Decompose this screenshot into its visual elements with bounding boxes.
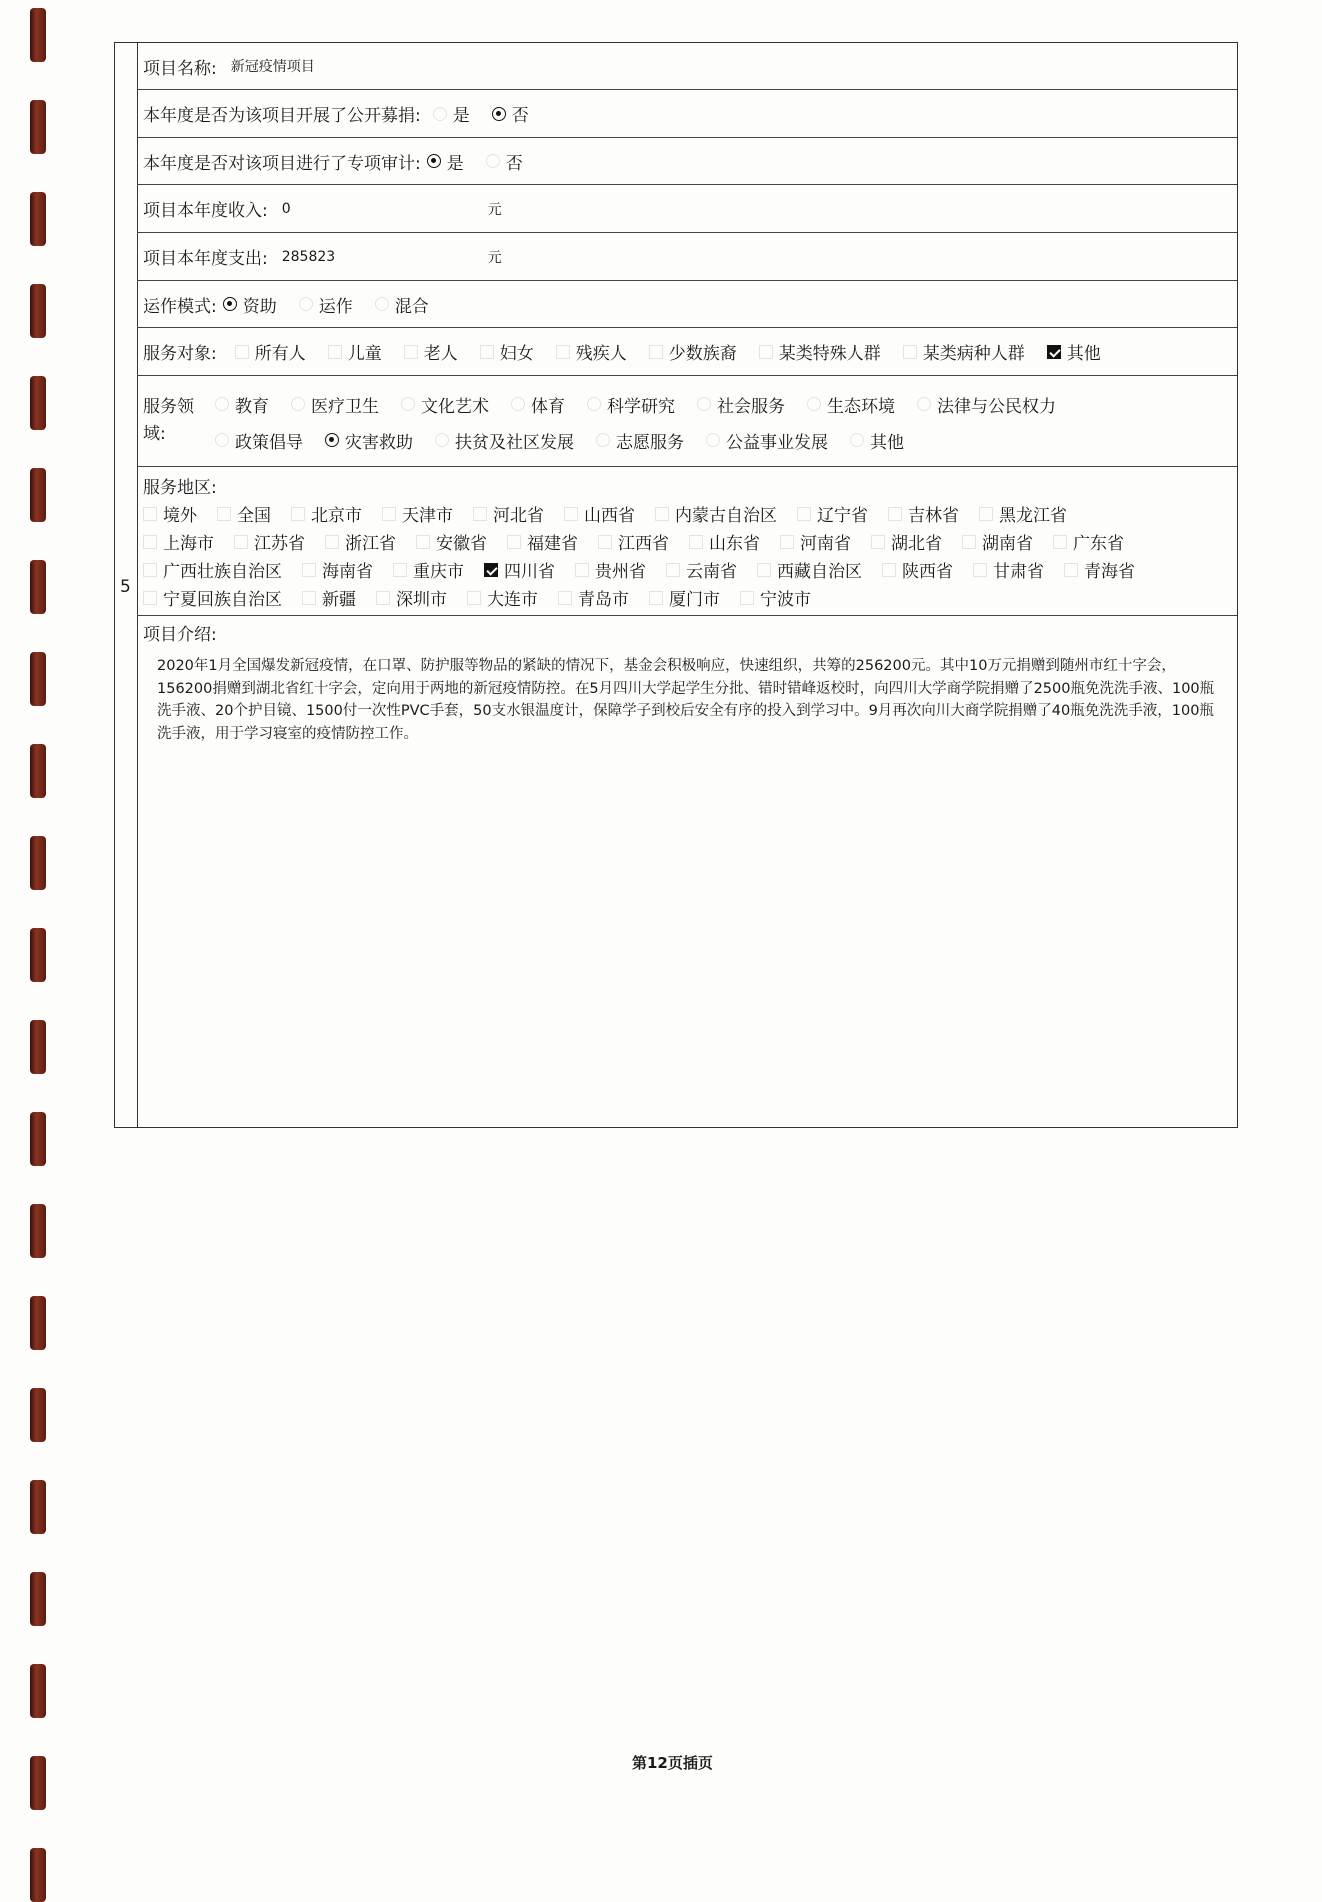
binding-hole bbox=[30, 1848, 46, 1902]
option-label: 江西省 bbox=[618, 534, 669, 554]
option-label: 云南省 bbox=[686, 562, 737, 582]
service-fields-label-line2: 域: bbox=[143, 424, 166, 444]
radio-empty-icon[interactable] bbox=[596, 433, 610, 447]
option-label: 安徽省 bbox=[436, 534, 487, 554]
checkbox-option[interactable] bbox=[393, 557, 464, 582]
binding-hole bbox=[30, 1388, 46, 1442]
checkbox-empty-icon[interactable] bbox=[473, 507, 487, 521]
radio-option[interactable] bbox=[215, 392, 269, 417]
radio-option[interactable] bbox=[401, 392, 489, 417]
checkbox-option[interactable] bbox=[376, 585, 447, 610]
income-value: 0 bbox=[281, 200, 291, 217]
service-fields-options-row1 bbox=[215, 386, 1078, 422]
option-label: 福建省 bbox=[527, 534, 578, 554]
checkbox-option[interactable] bbox=[1047, 339, 1101, 364]
option-label: 河北省 bbox=[493, 506, 544, 526]
checkbox-empty-icon[interactable] bbox=[467, 591, 481, 605]
radio-selected-icon[interactable] bbox=[223, 297, 237, 311]
binding-hole bbox=[30, 1020, 46, 1074]
checkbox-option[interactable] bbox=[757, 557, 862, 582]
binding-hole bbox=[30, 468, 46, 522]
checkbox-empty-icon[interactable] bbox=[376, 591, 390, 605]
project-name-label: 项目名称: bbox=[143, 58, 217, 79]
checkbox-option[interactable] bbox=[759, 339, 881, 364]
radio-option[interactable] bbox=[427, 149, 464, 174]
checkbox-empty-icon[interactable] bbox=[973, 563, 987, 577]
option-label: 残疾人 bbox=[575, 344, 627, 364]
checkbox-empty-icon[interactable] bbox=[325, 535, 339, 549]
checkbox-empty-icon[interactable] bbox=[689, 535, 703, 549]
checkbox-empty-icon[interactable] bbox=[757, 563, 771, 577]
option-label: 境外 bbox=[163, 506, 197, 526]
option-label: 黑龙江省 bbox=[999, 506, 1067, 526]
option-label: 所有人 bbox=[254, 344, 306, 364]
checkbox-option[interactable] bbox=[473, 501, 544, 526]
checkbox-option[interactable] bbox=[888, 501, 959, 526]
option-label: 法律与公民权力 bbox=[937, 396, 1056, 417]
introduction-text: 2020年1月全国爆发新冠疫情，在口罩、防护服等物品的紧缺的情况下，基金会积极响应，快速组织，共筹的256200元。其中10万元捐赠到随州市红十字会，156200捐赠到湖北省红十字会，定向用于两地的新冠疫情防控。在5月四川大学起学生分批、错时错峰返校时，向四川大学商学院捐赠了2500瓶免洗洗手液、100瓶洗手液、20个护目镜、1500付一次性PVC手套，50支水银温度计，保障学子到校后安全有序的投入到学习中。9月再次向川大商学院捐赠了40瓶免洗洗手液，100瓶洗手液，用于学习寝室的疫情防控工作。 bbox=[157, 658, 1215, 742]
service-regions-label: 服务地区: bbox=[143, 478, 217, 498]
checkbox-empty-icon[interactable] bbox=[558, 591, 572, 605]
option-label: 否 bbox=[511, 106, 529, 126]
option-label: 贵州省 bbox=[595, 562, 646, 582]
radio-option[interactable] bbox=[299, 292, 353, 317]
option-label: 扶贫及社区发展 bbox=[455, 432, 574, 453]
radio-empty-icon[interactable] bbox=[486, 154, 500, 168]
checkbox-empty-icon[interactable] bbox=[871, 535, 885, 549]
checkbox-option[interactable] bbox=[302, 585, 356, 610]
checkbox-option[interactable] bbox=[143, 501, 197, 526]
checkbox-option[interactable] bbox=[689, 529, 760, 554]
radio-empty-icon[interactable] bbox=[215, 433, 229, 447]
option-label: 少数族裔 bbox=[668, 344, 737, 364]
checkbox-option[interactable] bbox=[797, 501, 868, 526]
binding-hole bbox=[30, 192, 46, 246]
option-label: 吉林省 bbox=[908, 506, 959, 526]
option-label: 海南省 bbox=[322, 562, 373, 582]
option-label: 江苏省 bbox=[254, 534, 305, 554]
option-label: 青海省 bbox=[1084, 562, 1135, 582]
service-regions-row4 bbox=[143, 585, 1237, 610]
radio-empty-icon[interactable] bbox=[706, 433, 720, 447]
option-label: 青岛市 bbox=[578, 590, 629, 610]
checkbox-empty-icon[interactable] bbox=[649, 345, 663, 359]
radio-option[interactable] bbox=[375, 292, 429, 317]
checkbox-option[interactable] bbox=[143, 529, 214, 554]
option-label: 宁夏回族自治区 bbox=[163, 590, 282, 610]
checkbox-empty-icon[interactable] bbox=[302, 563, 316, 577]
radio-empty-icon[interactable] bbox=[401, 397, 415, 411]
checkbox-option[interactable] bbox=[556, 339, 627, 364]
checkbox-empty-icon[interactable] bbox=[666, 563, 680, 577]
option-label: 资助 bbox=[242, 296, 277, 317]
radio-option[interactable] bbox=[291, 392, 379, 417]
checkbox-empty-icon[interactable] bbox=[143, 591, 157, 605]
service-targets-label: 服务对象: bbox=[143, 344, 217, 364]
checkbox-empty-icon[interactable] bbox=[649, 591, 663, 605]
option-label: 运作 bbox=[318, 296, 353, 317]
operation-mode-row bbox=[137, 281, 1237, 328]
checkbox-option[interactable] bbox=[1053, 529, 1124, 554]
radio-selected-icon[interactable] bbox=[325, 433, 339, 447]
service-regions-row1 bbox=[143, 501, 1237, 526]
radio-option[interactable] bbox=[433, 101, 470, 126]
option-label: 大连市 bbox=[487, 590, 538, 610]
option-label: 否 bbox=[505, 153, 523, 174]
checkbox-option[interactable] bbox=[780, 529, 851, 554]
option-label: 厦门市 bbox=[669, 590, 720, 610]
checkbox-empty-icon[interactable] bbox=[291, 507, 305, 521]
radio-option[interactable] bbox=[850, 428, 904, 453]
radio-option[interactable] bbox=[706, 428, 828, 453]
radio-empty-icon[interactable] bbox=[215, 397, 229, 411]
radio-empty-icon[interactable] bbox=[435, 433, 449, 447]
checkbox-empty-icon[interactable] bbox=[1064, 563, 1078, 577]
expense-row bbox=[137, 233, 1237, 281]
radio-option[interactable] bbox=[697, 392, 785, 417]
option-label: 浙江省 bbox=[345, 534, 396, 554]
binding-hole bbox=[30, 836, 46, 890]
option-label: 新疆 bbox=[322, 590, 356, 610]
option-label: 是 bbox=[446, 153, 464, 174]
option-label: 体育 bbox=[531, 396, 565, 417]
radio-option[interactable] bbox=[486, 149, 523, 174]
service-fields-options-row2 bbox=[215, 422, 1078, 458]
checkbox-option[interactable] bbox=[882, 557, 953, 582]
checkbox-option[interactable] bbox=[484, 557, 555, 582]
checkbox-empty-icon[interactable] bbox=[143, 535, 157, 549]
option-label: 政策倡导 bbox=[235, 432, 303, 453]
radio-empty-icon[interactable] bbox=[697, 397, 711, 411]
option-label: 儿童 bbox=[347, 344, 382, 364]
option-label: 内蒙古自治区 bbox=[675, 506, 777, 526]
checkbox-option[interactable] bbox=[325, 529, 396, 554]
checkbox-option[interactable] bbox=[480, 339, 534, 364]
checkbox-option[interactable] bbox=[973, 557, 1044, 582]
checkbox-option[interactable] bbox=[903, 339, 1025, 364]
option-label: 北京市 bbox=[311, 506, 362, 526]
checkbox-empty-icon[interactable] bbox=[740, 591, 754, 605]
checkbox-option[interactable] bbox=[217, 501, 271, 526]
public-fundraising-row bbox=[137, 90, 1237, 138]
option-label: 广西壮族自治区 bbox=[163, 562, 282, 582]
binding-hole bbox=[30, 8, 46, 62]
option-label: 陕西省 bbox=[902, 562, 953, 582]
checkbox-empty-icon[interactable] bbox=[234, 535, 248, 549]
option-label: 某类特殊人群 bbox=[778, 344, 881, 364]
binding-hole bbox=[30, 376, 46, 430]
checkbox-option[interactable] bbox=[666, 557, 737, 582]
binding-hole bbox=[30, 284, 46, 338]
option-label: 教育 bbox=[235, 396, 269, 417]
option-label: 甘肃省 bbox=[993, 562, 1044, 582]
checkbox-option[interactable] bbox=[235, 339, 306, 364]
checkbox-empty-icon[interactable] bbox=[575, 563, 589, 577]
option-label: 西藏自治区 bbox=[777, 562, 862, 582]
checkbox-empty-icon[interactable] bbox=[888, 507, 902, 521]
checkbox-empty-icon[interactable] bbox=[780, 535, 794, 549]
checkbox-option[interactable] bbox=[962, 529, 1033, 554]
radio-empty-icon[interactable] bbox=[917, 397, 931, 411]
checkbox-option[interactable] bbox=[598, 529, 669, 554]
income-label: 项目本年度收入: bbox=[143, 201, 268, 221]
checkbox-option[interactable] bbox=[291, 501, 362, 526]
checkbox-empty-icon[interactable] bbox=[903, 345, 917, 359]
service-targets-row bbox=[137, 328, 1237, 376]
binding-hole bbox=[30, 744, 46, 798]
option-label: 老人 bbox=[423, 344, 458, 364]
option-label: 医疗卫生 bbox=[311, 396, 379, 417]
checkbox-option[interactable] bbox=[467, 585, 538, 610]
checkbox-empty-icon[interactable] bbox=[1053, 535, 1067, 549]
option-label: 河南省 bbox=[800, 534, 851, 554]
checkbox-empty-icon[interactable] bbox=[556, 345, 570, 359]
expense-label: 项目本年度支出: bbox=[143, 249, 268, 269]
radio-option[interactable] bbox=[917, 392, 1056, 417]
checkbox-empty-icon[interactable] bbox=[143, 563, 157, 577]
checkbox-option[interactable] bbox=[143, 557, 282, 582]
checkbox-empty-icon[interactable] bbox=[382, 507, 396, 521]
radio-empty-icon[interactable] bbox=[587, 397, 601, 411]
binding-hole bbox=[30, 1296, 46, 1350]
checkbox-checked-icon[interactable] bbox=[484, 563, 498, 577]
special-audit-row bbox=[137, 138, 1237, 185]
service-targets-options bbox=[235, 339, 1123, 364]
binding-hole bbox=[30, 928, 46, 982]
option-label: 灾害救助 bbox=[345, 432, 413, 453]
binding-hole bbox=[30, 1664, 46, 1718]
option-label: 山东省 bbox=[709, 534, 760, 554]
introduction-row bbox=[137, 616, 1237, 1127]
radio-empty-icon[interactable] bbox=[299, 297, 313, 311]
option-label: 湖南省 bbox=[982, 534, 1033, 554]
option-label: 文化艺术 bbox=[421, 396, 489, 417]
service-fields-label bbox=[143, 394, 215, 448]
service-regions-row2 bbox=[143, 529, 1237, 554]
option-label: 生态环境 bbox=[827, 396, 895, 417]
radio-empty-icon[interactable] bbox=[291, 397, 305, 411]
checkbox-empty-icon[interactable] bbox=[302, 591, 316, 605]
checkbox-empty-icon[interactable] bbox=[416, 535, 430, 549]
option-label: 广东省 bbox=[1073, 534, 1124, 554]
option-label: 某类病种人群 bbox=[922, 344, 1025, 364]
service-fields-row bbox=[137, 376, 1237, 467]
checkbox-empty-icon[interactable] bbox=[598, 535, 612, 549]
option-label: 社会服务 bbox=[717, 396, 785, 417]
checkbox-option[interactable] bbox=[740, 585, 811, 610]
checkbox-empty-icon[interactable] bbox=[480, 345, 494, 359]
checkbox-option[interactable] bbox=[328, 339, 382, 364]
checkbox-option[interactable] bbox=[649, 585, 720, 610]
expense-value: 285823 bbox=[281, 248, 336, 265]
checkbox-empty-icon[interactable] bbox=[217, 507, 231, 521]
binding-hole bbox=[30, 1572, 46, 1626]
option-label: 科学研究 bbox=[607, 396, 675, 417]
checkbox-option[interactable] bbox=[143, 585, 282, 610]
option-label: 全国 bbox=[237, 506, 271, 526]
income-row bbox=[137, 185, 1237, 233]
checkbox-empty-icon[interactable] bbox=[143, 507, 157, 521]
operation-mode-label: 运作模式: bbox=[143, 296, 217, 317]
binding-hole bbox=[30, 1204, 46, 1258]
option-label: 天津市 bbox=[402, 506, 453, 526]
page-footer: 第12页插页 bbox=[632, 1754, 713, 1772]
radio-selected-icon[interactable] bbox=[492, 107, 506, 121]
radio-empty-icon[interactable] bbox=[375, 297, 389, 311]
binding-hole bbox=[30, 652, 46, 706]
row-number: 5 bbox=[120, 577, 131, 597]
checkbox-option[interactable] bbox=[404, 339, 458, 364]
checkbox-empty-icon[interactable] bbox=[962, 535, 976, 549]
option-label: 宁波市 bbox=[760, 590, 811, 610]
checkbox-option[interactable] bbox=[1064, 557, 1135, 582]
checkbox-option[interactable] bbox=[871, 529, 942, 554]
operation-mode-options bbox=[223, 292, 451, 317]
checkbox-option[interactable] bbox=[979, 501, 1067, 526]
checkbox-option[interactable] bbox=[234, 529, 305, 554]
checkbox-empty-icon[interactable] bbox=[507, 535, 521, 549]
option-label: 辽宁省 bbox=[817, 506, 868, 526]
option-label: 上海市 bbox=[163, 534, 214, 554]
radio-option[interactable] bbox=[807, 392, 895, 417]
binding-hole bbox=[30, 1480, 46, 1534]
checkbox-option[interactable] bbox=[564, 501, 635, 526]
row-number-column bbox=[115, 43, 138, 1127]
public-fundraising-options bbox=[433, 101, 551, 126]
option-label: 湖北省 bbox=[891, 534, 942, 554]
checkbox-empty-icon[interactable] bbox=[404, 345, 418, 359]
checkbox-option[interactable] bbox=[655, 501, 777, 526]
checkbox-empty-icon[interactable] bbox=[979, 507, 993, 521]
checkbox-empty-icon[interactable] bbox=[797, 507, 811, 521]
radio-selected-icon[interactable] bbox=[427, 154, 441, 168]
option-label: 志愿服务 bbox=[616, 432, 684, 453]
checkbox-option[interactable] bbox=[302, 557, 373, 582]
option-label: 混合 bbox=[394, 296, 429, 317]
option-label: 山西省 bbox=[584, 506, 635, 526]
checkbox-option[interactable] bbox=[416, 529, 487, 554]
binding-hole bbox=[30, 100, 46, 154]
option-label: 是 bbox=[452, 106, 470, 126]
expense-unit: 元 bbox=[487, 249, 502, 266]
radio-option[interactable] bbox=[596, 428, 684, 453]
income-unit: 元 bbox=[487, 201, 502, 218]
option-label: 其他 bbox=[1066, 344, 1101, 364]
option-label: 妇女 bbox=[499, 344, 534, 364]
radio-empty-icon[interactable] bbox=[807, 397, 821, 411]
checkbox-option[interactable] bbox=[558, 585, 629, 610]
service-regions-row3 bbox=[143, 557, 1237, 582]
radio-option[interactable] bbox=[223, 292, 277, 317]
checkbox-empty-icon[interactable] bbox=[235, 345, 249, 359]
radio-option[interactable] bbox=[215, 428, 303, 453]
radio-empty-icon[interactable] bbox=[433, 107, 447, 121]
option-label: 四川省 bbox=[504, 562, 555, 582]
binding-hole bbox=[30, 1756, 46, 1810]
service-regions-row bbox=[137, 467, 1237, 616]
checkbox-empty-icon[interactable] bbox=[564, 507, 578, 521]
checkbox-option[interactable] bbox=[649, 339, 737, 364]
special-audit-label: 本年度是否对该项目进行了专项审计: bbox=[143, 153, 421, 174]
service-fields-label-line1: 服务领 bbox=[143, 397, 194, 417]
option-label: 其他 bbox=[870, 432, 904, 453]
public-fundraising-label: 本年度是否为该项目开展了公开募捐: bbox=[143, 106, 421, 126]
project-form-table bbox=[114, 42, 1238, 1128]
binding-hole bbox=[30, 1112, 46, 1166]
radio-option[interactable] bbox=[587, 392, 675, 417]
radio-option[interactable] bbox=[325, 428, 413, 453]
radio-option[interactable] bbox=[492, 101, 529, 126]
checkbox-checked-icon[interactable] bbox=[1047, 345, 1061, 359]
checkbox-empty-icon[interactable] bbox=[328, 345, 342, 359]
checkbox-option[interactable] bbox=[382, 501, 453, 526]
radio-option[interactable] bbox=[435, 428, 574, 453]
checkbox-empty-icon[interactable] bbox=[759, 345, 773, 359]
checkbox-empty-icon[interactable] bbox=[882, 563, 896, 577]
radio-empty-icon[interactable] bbox=[850, 433, 864, 447]
checkbox-empty-icon[interactable] bbox=[393, 563, 407, 577]
option-label: 公益事业发展 bbox=[726, 432, 828, 453]
introduction-label: 项目介绍: bbox=[143, 625, 217, 645]
special-audit-options bbox=[427, 149, 545, 174]
radio-empty-icon[interactable] bbox=[511, 397, 525, 411]
checkbox-option[interactable] bbox=[575, 557, 646, 582]
checkbox-empty-icon[interactable] bbox=[655, 507, 669, 521]
option-label: 深圳市 bbox=[396, 590, 447, 610]
option-label: 重庆市 bbox=[413, 562, 464, 582]
radio-option[interactable] bbox=[511, 392, 565, 417]
binding-hole bbox=[30, 560, 46, 614]
project-name-value: 新冠疫情项目 bbox=[230, 59, 315, 75]
project-name-row bbox=[137, 43, 1237, 90]
checkbox-option[interactable] bbox=[507, 529, 578, 554]
